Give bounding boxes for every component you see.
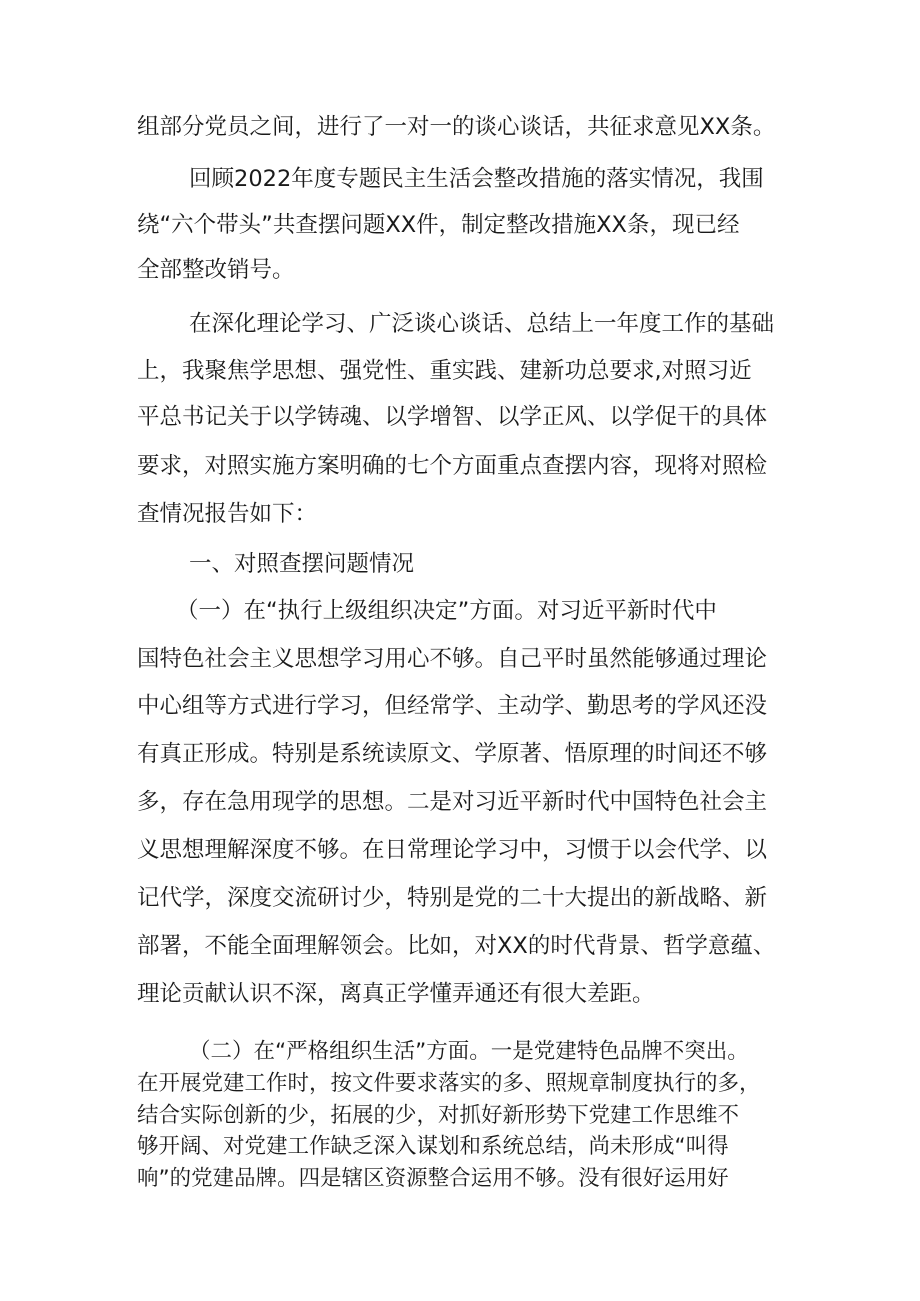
paragraph-line: 够开阔、对党建工作缺乏深入谋划和系统总结，尚未形成“叫得 — [137, 1134, 729, 1159]
paragraph-line: 在开展党建工作时，按文件要求落实的多、照规章制度执行的多， — [137, 1071, 761, 1096]
paragraph-line: 中心组等方式进行学习，但经常学、主动学、勤思考的学风还没 — [137, 693, 768, 719]
paragraph-line: 平总书记关于以学铸魂、以学增智、以学正风、以学促干的具体 — [137, 404, 768, 430]
paragraph-line: 结合实际创新的少，拓展的少，对抓好新形势下党建工作思维不 — [137, 1103, 740, 1128]
paragraph-line: 组部分党员之间，进行了一对一的谈心谈话，共征求意见XX条。 — [137, 114, 776, 140]
paragraph-line: 在深化理论学习、广泛谈心谈话、总结上一年度工作的基础 — [189, 311, 775, 337]
section-heading: 一、对照查摆问题情况 — [189, 551, 415, 577]
paragraph-line: 全部整改销号。 — [137, 257, 295, 283]
paragraph-line: 理论贡献认识不深，离真正学懂弄通还有很大差距。 — [137, 981, 655, 1007]
paragraph-line: 回顾2022年度专题民主生活会整改措施的落实情况，我围 — [189, 166, 764, 192]
paragraph-line: 部署，不能全面理解领会。比如，对XX的时代背景、哲学意蕴、 — [137, 933, 776, 959]
paragraph-line: 查情况报告如下： — [137, 501, 318, 527]
paragraph-line: （一）在“执行上级组织决定”方面。对习近平新时代中 — [176, 598, 717, 624]
paragraph-line: 有真正形成。特别是系统读原文、学原著、悟原理的时间还不够 — [137, 741, 768, 767]
paragraph-line: 要求，对照实施方案明确的七个方面重点查摆内容，现将对照检 — [137, 453, 768, 479]
paragraph-line: 多，存在急用现学的思想。二是对习近平新时代中国特色社会主 — [137, 789, 768, 815]
paragraph-line: （二）在“严格组织生活”方面。一是党建特色品牌不突出。 — [189, 1039, 749, 1064]
paragraph-line: 上，我聚焦学思想、强党性、重实践、建新功总要求,对照习近 — [137, 358, 752, 384]
paragraph-line: 响”的党建品牌。四是辖区资源整合运用不够。没有很好运用好 — [137, 1166, 729, 1191]
paragraph-line: 国特色社会主义思想学习用心不够。自己平时虽然能够通过理论 — [137, 646, 768, 672]
paragraph-line: 义思想理解深度不够。在日常理论学习中，习惯于以会代学、以 — [137, 837, 768, 863]
paragraph-line: 绕“六个带头”共查摆问题XX件，制定整改措施XX条，现已经 — [137, 212, 740, 238]
paragraph-line: 记代学，深度交流研讨少，特别是党的二十大提出的新战略、新 — [137, 885, 768, 911]
